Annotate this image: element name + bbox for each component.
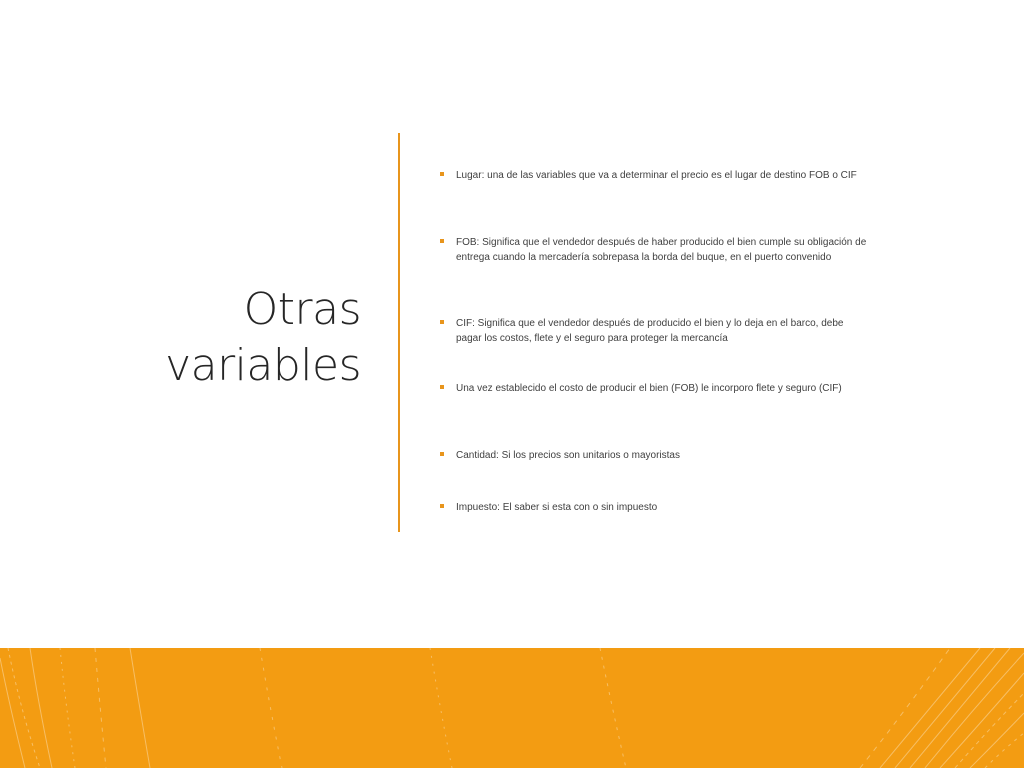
bullet-text: Impuesto: El saber si esta con o sin impuesto xyxy=(456,502,658,513)
vertical-divider xyxy=(398,133,400,532)
bullet-text: FOB: Significa que el vendedor después de haber producido el bien cumple su obligación de entrega cuando la mercadería sobrepasa la borda del buque, en el puerto convenido xyxy=(456,237,867,263)
bullet-item-costo xyxy=(440,381,870,396)
footer-texture-pattern xyxy=(0,648,1024,768)
square-bullet-icon xyxy=(440,452,444,456)
footer-decorative-band xyxy=(0,648,1024,768)
square-bullet-icon xyxy=(440,385,444,389)
bullet-item-fob xyxy=(440,235,870,265)
bullet-item-cif xyxy=(440,316,870,346)
bullet-item-cantidad xyxy=(440,448,870,463)
square-bullet-icon xyxy=(440,239,444,243)
square-bullet-icon xyxy=(440,172,444,176)
bullet-item-lugar xyxy=(440,168,870,183)
slide-title-line-1: Otras xyxy=(243,284,361,335)
bullet-item-impuesto xyxy=(440,500,870,515)
square-bullet-icon xyxy=(440,320,444,324)
slide-title xyxy=(121,282,361,394)
slide-title-line-2: variables xyxy=(165,340,361,391)
bullet-text: Cantidad: Si los precios son unitarios o mayoristas xyxy=(456,450,680,461)
square-bullet-icon xyxy=(440,504,444,508)
bullet-text: Lugar: una de las variables que va a determinar el precio es el lugar de destino FOB o CIF xyxy=(456,170,857,181)
bullet-text: CIF: Significa que el vendedor después de producido el bien y lo deja en el barco, debe pagar los costos, flete y el seguro para proteger la mercancía xyxy=(456,318,844,344)
bullet-text: Una vez establecido el costo de producir el bien (FOB) le incorporo flete y seguro (CIF) xyxy=(456,383,842,394)
